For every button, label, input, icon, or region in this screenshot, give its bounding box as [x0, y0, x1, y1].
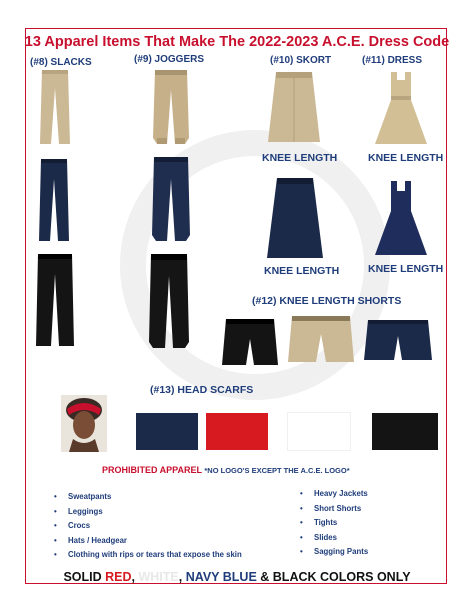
- list-item: • Clothing with rips or tears that expose the skin: [51, 548, 242, 563]
- header-skort: (#10) SKORT: [270, 55, 332, 66]
- dress-khaki-image: [373, 70, 429, 146]
- joggers-black-image: [146, 252, 192, 350]
- header-dress: (#11) DRESS: [362, 55, 423, 66]
- skort-khaki-image: [266, 70, 322, 144]
- list-item: • Hats / Headgear: [51, 534, 242, 549]
- header-slacks: (#8) SLACKS: [30, 57, 92, 68]
- shorts-black-image: [220, 315, 280, 371]
- header-shorts: (#12) KNEE LENGTH SHORTS: [252, 295, 402, 307]
- list-item: • Crocs: [51, 519, 242, 534]
- slacks-black-image: [34, 252, 76, 348]
- footer-black: BLACK: [272, 570, 317, 584]
- head-scarf-model-image: [61, 395, 107, 452]
- list-item: • Heavy Jackets: [297, 487, 368, 502]
- skort-navy-image: [265, 176, 325, 260]
- slacks-khaki-image: [38, 68, 72, 146]
- list-item: • Sweatpants: [51, 490, 242, 505]
- header-joggers: (#9) JOGGERS: [134, 54, 205, 65]
- list-item: • Slides: [297, 531, 368, 546]
- footer-sep: &: [256, 570, 273, 584]
- swatch-black: [372, 413, 438, 450]
- slacks-navy-image: [38, 157, 70, 243]
- list-item: • Leggings: [51, 505, 242, 520]
- prohibited-note: *NO LOGO'S EXCEPT THE A.C.E. LOGO*: [204, 466, 350, 475]
- label-dress-navy-length: KNEE LENGTH: [368, 263, 444, 275]
- label-skort-navy-length: KNEE LENGTH: [264, 265, 340, 277]
- prohibited-list-left: [51, 490, 242, 563]
- swatch-red: [206, 413, 268, 450]
- prohibited-title: PROHIBITED APPAREL: [102, 465, 202, 475]
- list-item: • Tights: [297, 516, 368, 531]
- footer-sep: ,: [178, 570, 186, 584]
- label-skort-khaki-length: KNEE LENGTH: [262, 152, 338, 164]
- footer-navy: NAVY BLUE: [185, 570, 257, 584]
- footer-suffix: COLORS ONLY: [316, 570, 411, 584]
- page-title: 13 Apparel Items That Make The 2022-2023 A.C.E. Dress Code: [24, 34, 450, 50]
- header-scarfs: (#13) HEAD SCARFS: [150, 384, 254, 396]
- label-dress-khaki-length: KNEE LENGTH: [368, 152, 444, 164]
- swatch-white: [288, 413, 350, 450]
- joggers-navy-image: [149, 155, 193, 243]
- shorts-navy-image: [362, 316, 434, 364]
- shorts-khaki-image: [286, 312, 356, 366]
- prohibited-heading: [102, 465, 350, 475]
- list-item: • Short Shorts: [297, 502, 368, 517]
- footer-prefix: SOLID: [63, 570, 106, 584]
- list-item: • Sagging Pants: [297, 545, 368, 560]
- dress-navy-image: [373, 179, 429, 257]
- footer-red: RED: [105, 570, 132, 584]
- footer-white: WHITE: [138, 570, 179, 584]
- footer-sep: ,: [131, 570, 139, 584]
- prohibited-list-right: [297, 487, 368, 560]
- footer-colors-rule: [0, 570, 474, 584]
- swatch-navy: [136, 413, 198, 450]
- joggers-khaki-image: [150, 68, 192, 146]
